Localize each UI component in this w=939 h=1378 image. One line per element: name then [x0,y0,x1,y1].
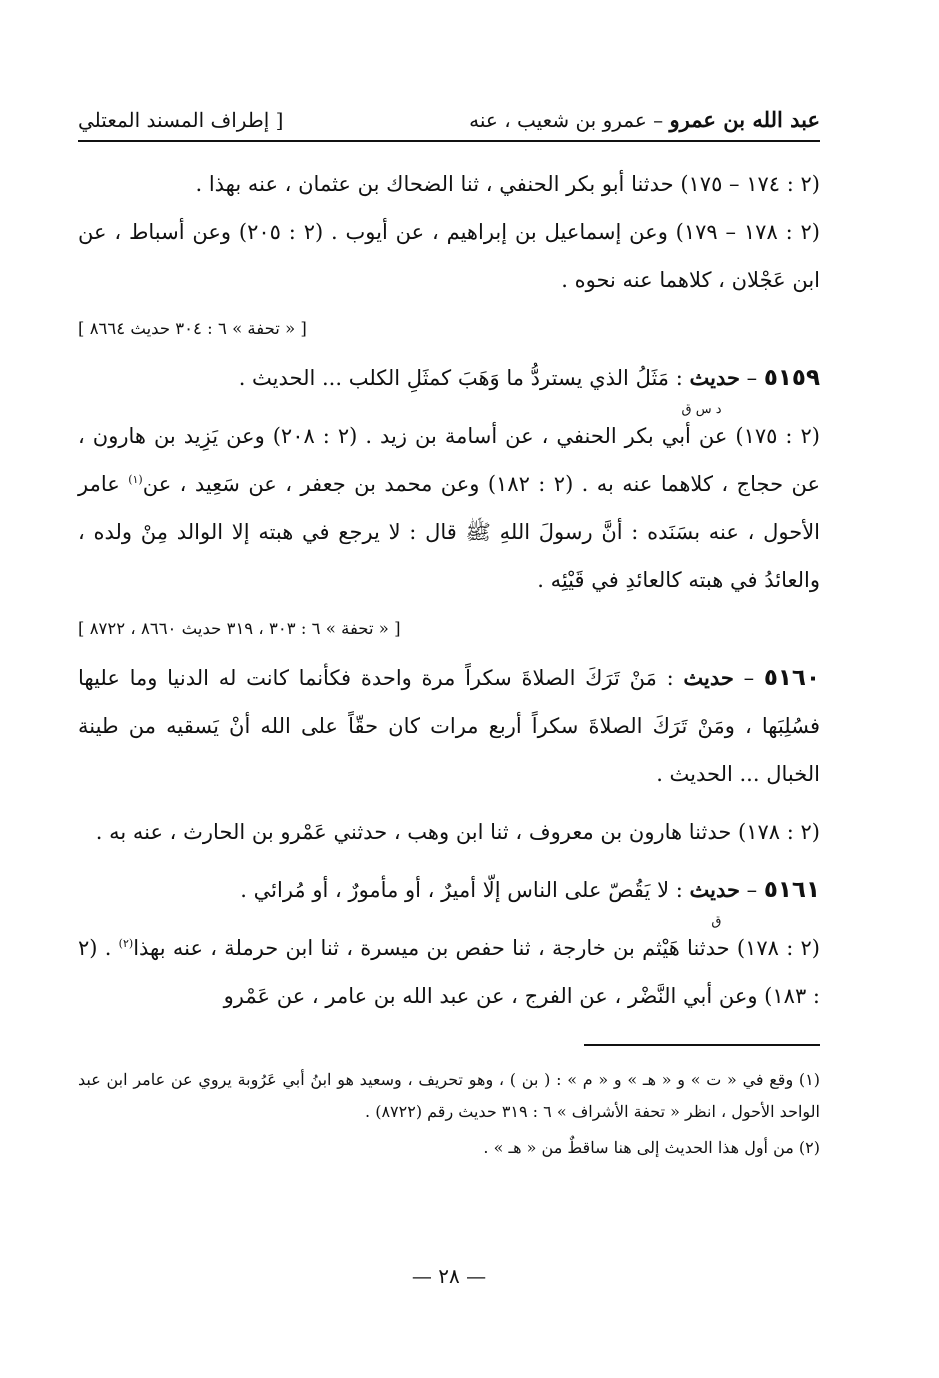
hadith-5159: ٥١٥٩ – حديث د س ق : مَثَلُ الذي يستردُّ ما وَهَبَ كمثَلِ الكلب ... الحديث . [238,365,820,417]
paragraph-isnad-3-part-b: عامر الأحول ، عنه بسَنَده : أنَّ رسولَ اللهِ ﷺ قال : لا يرجع في هبته إلا الوالد مِنْ ولده ، والعائدُ في هبته كالعائدِ في قَيْئِه . [78,472,820,592]
paragraph-isnad-5-part-a: (٢ : ١٧٨) حدثنا هَيْثم بن خارجة ، ثنا حفص بن ميسرة ، ثنا ابن حرملة ، عنه [172,936,820,960]
paragraph-isnad-1: (٢ : ١٧٤ – ١٧٥) حدثنا أبو بكر الحنفي ، ثنا الضحاك بن عثمان ، عنه بهذا . [195,172,820,196]
tuhfa-reference-1-text: [ « تحفة » ٦ : ٣٠٤ حديث ٨٦٦٤ ] [78,319,307,338]
running-head-name: عبد الله بن عمرو [669,107,820,132]
tuhfa-reference-1 [78,314,820,344]
tuhfa-reference-2 [78,614,820,644]
paragraph-isnad-5-part-b: بهذا [133,936,166,960]
running-head-book-title: [ إطراف المسند المعتلي [78,108,284,132]
paragraph-isnad-5-part-c: . (٢ : ١٨٣) وعن أبي النَّضْر ، عن الفرج ، عن عبد الله بن عامر ، عن عَمْرو [78,936,820,1008]
paragraph-isnad-5 [78,924,820,1020]
hadith-text: : مَثَلُ الذي يستردُّ ما وَهَبَ كمثَلِ الكلب ... الحديث . [238,366,683,390]
footnote-separator [584,1044,820,1046]
hadith-label: حديث [683,665,734,690]
hadith-number: ٥١٦١ [763,877,820,903]
hadith-sigla-text: ق [711,914,722,929]
hadith-label: حديث [689,877,740,902]
hadith-label: حديث [689,365,740,390]
footnote-2: (٢) من أول هذا الحديث إلى هنا ساقطٌ من « هـ » . [483,1138,820,1157]
paragraph-isnad-2: (٢ : ١٧٨ – ١٧٩) وعن إسماعيل بن إبراهيم ، عن أيوب . (٢ : ٢٠٥) وعن أسباط ، عن ابن عَجْلان ، كلاهما عنه نحوه . [78,220,820,292]
running-head-title [469,102,820,138]
hadith-number: ٥١٦٠ [763,665,820,691]
tuhfa-reference-2-text: [ « تحفة » ٦ : ٣٠٣ ، ٣١٩ حديث ٨٦٦٠ ، ٨٧٢٢ ] [78,619,401,638]
running-head [78,102,820,142]
hadith-text: : لا يَقُصّ على الناس إلّا أميرٌ ، أو مأمورٌ ، أو مُرائي . [240,878,683,902]
footnote-marker-2[interactable]: (٢) [118,937,134,950]
paragraph-isnad-3 [78,412,820,604]
footnote-marker-1[interactable]: (١) [128,473,143,486]
hadith-5160: ٥١٦٠ – حديث : مَنْ تَرَكَ الصلاةَ سكراً مرة واحدة فكأنما كانت له الدنيا وما عليها فسُلِبَها ، ومَنْ تَرَكَ الصلاةَ سكراً أربع مرات كان حقّاً على الله أنْ يَسقيه من طينة الخبال ... الحديث . [78,665,820,786]
hadith-text: : مَنْ تَرَكَ الصلاةَ سكراً مرة واحدة فكأنما كانت له الدنيا وما عليها فسُلِبَها ، ومَنْ تَرَكَ الصلاةَ سكراً أربع مرات كان حقّاً على الله أنْ يَسقيه من طينة الخبال ... الحديث . [78,666,820,786]
footnotes [78,1064,820,1164]
hadith-5161: ٥١٦١ – حديث ق : لا يَقُصّ على الناس إلّا أميرٌ ، أو مأمورٌ ، أو مُرائي . [240,877,820,929]
hadith-sigla-text: د س ق [681,402,722,417]
paragraph-isnad-4: (٢ : ١٧٨) حدثنا هارون بن معروف ، ثنا ابن وهب ، حدثني عَمْرو بن الحارث ، عنه به . [95,820,820,844]
book-page [78,102,820,1302]
page-number: — ٢٨ — [411,1264,487,1288]
paragraph-isnad-3-part-a: (٢ : ١٧٥) عن أبي بكر الحنفي ، عن أسامة بن زيد . (٢ : ٢٠٨) وعن يَزِيد بن هارون ، عن حجاج ، كلاهما عنه به . (٢ : ١٨٢) وعن محمد بن جعفر ، عن سَعِيد ، عن [78,424,820,496]
footnote-1: (١) وقع في « ت » و « هـ » و « م » : ( بن ) ، وهو تحريف ، وسعيد هو ابنُ أبي عَرُوبة يروي عن عامر ابن عبد الواحد الأحول ، انظر « تحفة الأشراف » ٦ : ٣١٩ حديث رقم (٨٧٢٢) . [78,1070,820,1121]
running-head-subtitle: – عمرو بن شعيب ، عنه [469,108,664,132]
hadith-number: ٥١٥٩ [763,365,820,391]
